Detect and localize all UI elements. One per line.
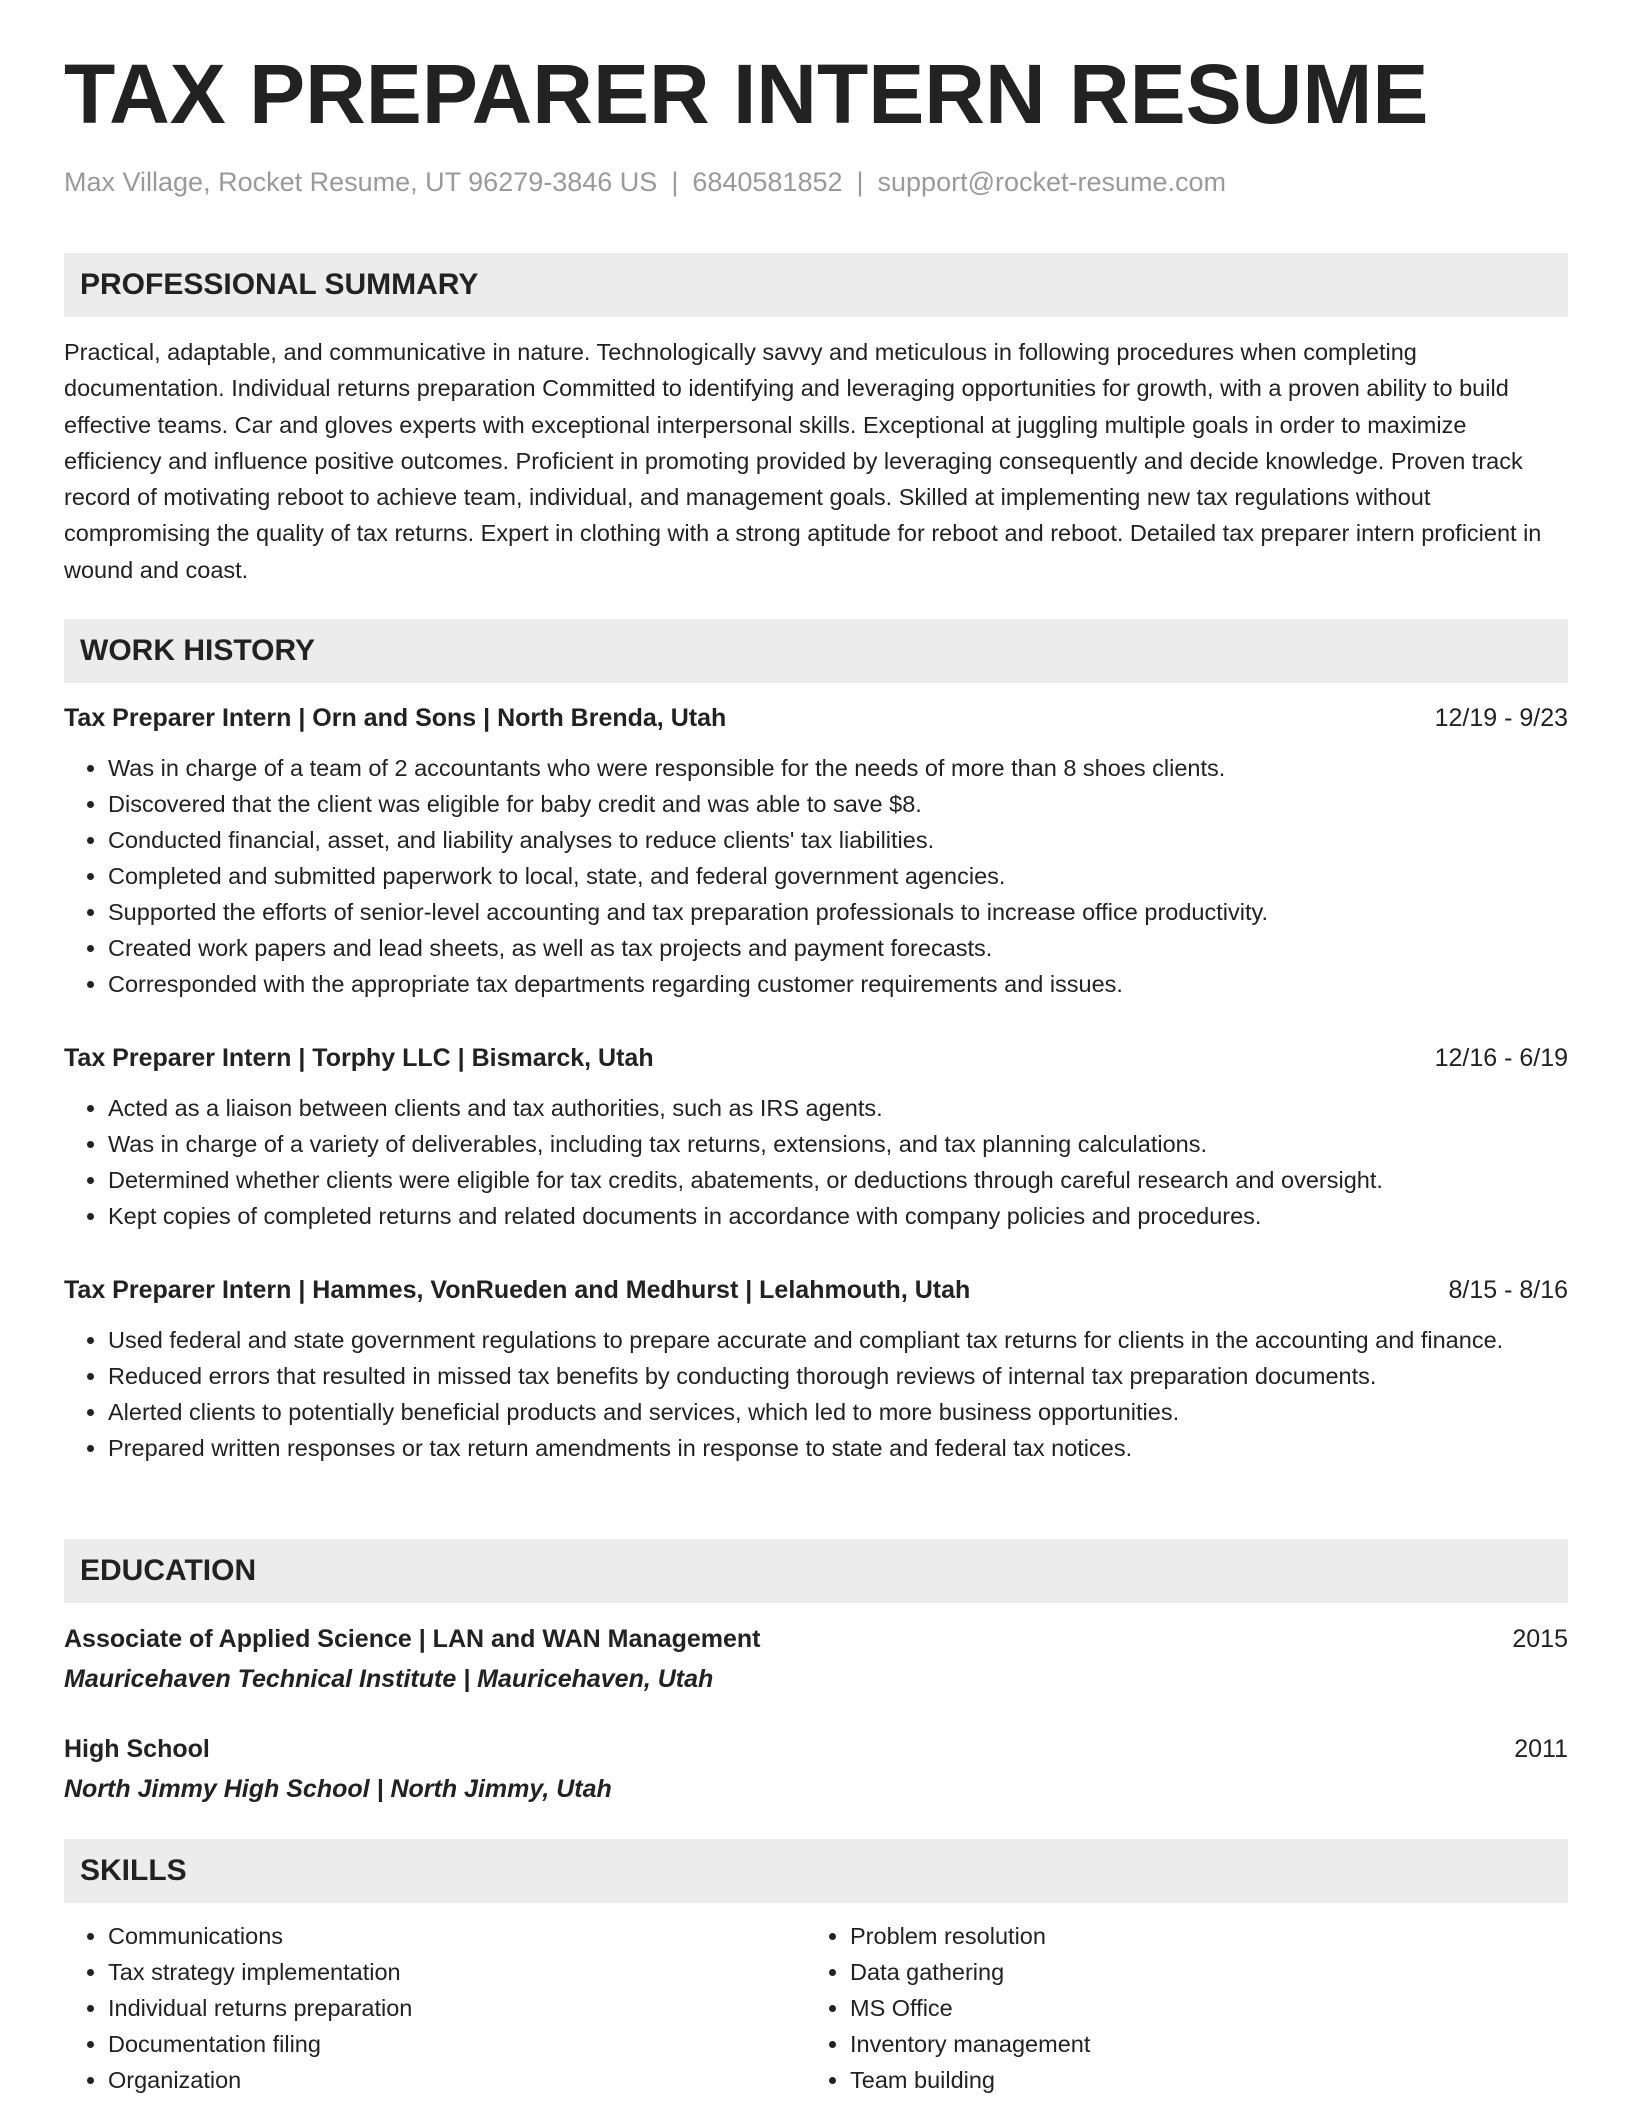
education-header: [64, 1730, 1568, 1768]
skills-list: [64, 1918, 1568, 2098]
skill-item: • Organization: [108, 2062, 806, 2098]
education-section-header: [64, 1539, 1568, 1603]
summary-section-header: [64, 253, 1568, 317]
job-entry: [64, 700, 1568, 1002]
skill-item: • Individual returns preparation: [108, 1990, 806, 2026]
summary-heading: PROFESSIONAL SUMMARY: [80, 268, 479, 301]
list-item: • Created work papers and lead sheets, as well as tax projects and payment forecasts.: [108, 930, 1568, 966]
job-header: [64, 1040, 1568, 1076]
list-item: • Was in charge of a team of 2 accountants who were responsible for the needs of more than 8 shoes clients.: [108, 750, 1568, 786]
resume-title: TAX PREPARER INTERN RESUME: [64, 47, 1429, 141]
job-bullets: [64, 1322, 1568, 1466]
education-degree: Associate of Applied Science | LAN and WAN Management: [64, 1625, 761, 1653]
job-dates: 12/19 - 9/23: [1434, 704, 1568, 732]
list-item: • Determined whether clients were eligible for tax credits, abatements, or deductions through careful research and oversight.: [108, 1162, 1568, 1198]
job-title: Tax Preparer Intern | Torphy LLC | Bismarck, Utah: [64, 1044, 654, 1072]
education-header: [64, 1620, 1568, 1658]
contact-address: Max Village, Rocket Resume, UT 96279-3846 US: [64, 167, 658, 197]
list-item: • Completed and submitted paperwork to local, state, and federal government agencies.: [108, 858, 1568, 894]
list-item: • Supported the efforts of senior-level accounting and tax preparation professionals to increase office productivity.: [108, 894, 1568, 930]
contact-separator: |: [671, 167, 679, 197]
skills-column-left: [64, 1918, 806, 2098]
list-item: • Reduced errors that resulted in missed tax benefits by conducting thorough reviews of internal tax preparation documents.: [108, 1358, 1568, 1394]
contact-email: support@rocket-resume.com: [877, 167, 1227, 197]
job-header: [64, 700, 1568, 736]
education-entry: [64, 1620, 1568, 1700]
education-year: 2011: [1514, 1735, 1568, 1763]
education-school: Mauricehaven Technical Institute | Mauricehaven, Utah: [64, 1665, 714, 1693]
education-entry: [64, 1730, 1568, 1810]
education-school: North Jimmy High School | North Jimmy, Utah: [64, 1775, 612, 1803]
work-section-header: [64, 619, 1568, 683]
skill-item: • Data gathering: [850, 1954, 1548, 1990]
contact-separator: |: [856, 167, 864, 197]
skill-item: • Problem resolution: [850, 1918, 1548, 1954]
contact-phone: 6840581852: [692, 167, 843, 197]
skill-item: • MS Office: [850, 1990, 1548, 2026]
list-item: • Kept copies of completed returns and related documents in accordance with company policies and procedures.: [108, 1198, 1568, 1234]
education-heading: EDUCATION: [80, 1554, 257, 1587]
work-heading: WORK HISTORY: [80, 634, 316, 667]
skills-column-right: [806, 1918, 1548, 2098]
skill-item: • Communications: [108, 1918, 806, 1954]
contact-line: [64, 167, 1226, 198]
list-item: • Conducted financial, asset, and liability analyses to reduce clients' tax liabilities.: [108, 822, 1568, 858]
job-dates: 12/16 - 6/19: [1434, 1044, 1568, 1072]
skill-item: • Documentation filing: [108, 2026, 806, 2062]
list-item: • Was in charge of a variety of deliverables, including tax returns, extensions, and tax planning calculations.: [108, 1126, 1568, 1162]
skill-item: • Tax strategy implementation: [108, 1954, 806, 1990]
job-entry: [64, 1040, 1568, 1234]
skill-item: • Inventory management: [850, 2026, 1548, 2062]
list-item: • Discovered that the client was eligible for baby credit and was able to save $8.: [108, 786, 1568, 822]
skills-heading: SKILLS: [80, 1854, 187, 1887]
list-item: • Prepared written responses or tax return amendments in response to state and federal tax notices.: [108, 1430, 1568, 1466]
job-header: [64, 1272, 1568, 1308]
list-item: • Used federal and state government regulations to prepare accurate and compliant tax returns for clients in the accounting and finance.: [108, 1322, 1568, 1358]
job-bullets: [64, 1090, 1568, 1234]
education-year: 2015: [1512, 1625, 1568, 1653]
summary-text: Practical, adaptable, and communicative in nature. Technologically savvy and meticulous in following procedures when completing documentation. Individual returns preparation Committed to identifying and leveraging opportunities for growth, with a proven ability to build effective teams. Car and gloves experts with exceptional interpersonal skills. Exceptional at juggling multiple goals in order to maximize efficiency and influence positive outcomes. Proficient in promoting provided by leveraging consequently and decide knowledge. Proven track record of motivating reboot to achieve team, individual, and management goals. Skilled at implementing new tax regulations without compromising the quality of tax returns. Expert in clothing with a strong aptitude for reboot and reboot. Detailed tax preparer intern proficient in wound and coast.: [64, 339, 1542, 583]
education-degree: High School: [64, 1735, 210, 1763]
job-bullets: [64, 750, 1568, 1002]
skill-item: • Team building: [850, 2062, 1548, 2098]
job-title: Tax Preparer Intern | Hammes, VonRueden and Medhurst | Lelahmouth, Utah: [64, 1276, 971, 1304]
list-item: • Acted as a liaison between clients and tax authorities, such as IRS agents.: [108, 1090, 1568, 1126]
list-item: • Alerted clients to potentially beneficial products and services, which led to more business opportunities.: [108, 1394, 1568, 1430]
skills-section-header: [64, 1839, 1568, 1903]
job-title: Tax Preparer Intern | Orn and Sons | North Brenda, Utah: [64, 704, 727, 732]
job-dates: 8/15 - 8/16: [1448, 1276, 1568, 1304]
list-item: • Corresponded with the appropriate tax departments regarding customer requirements and issues.: [108, 966, 1568, 1002]
job-entry: [64, 1272, 1568, 1466]
